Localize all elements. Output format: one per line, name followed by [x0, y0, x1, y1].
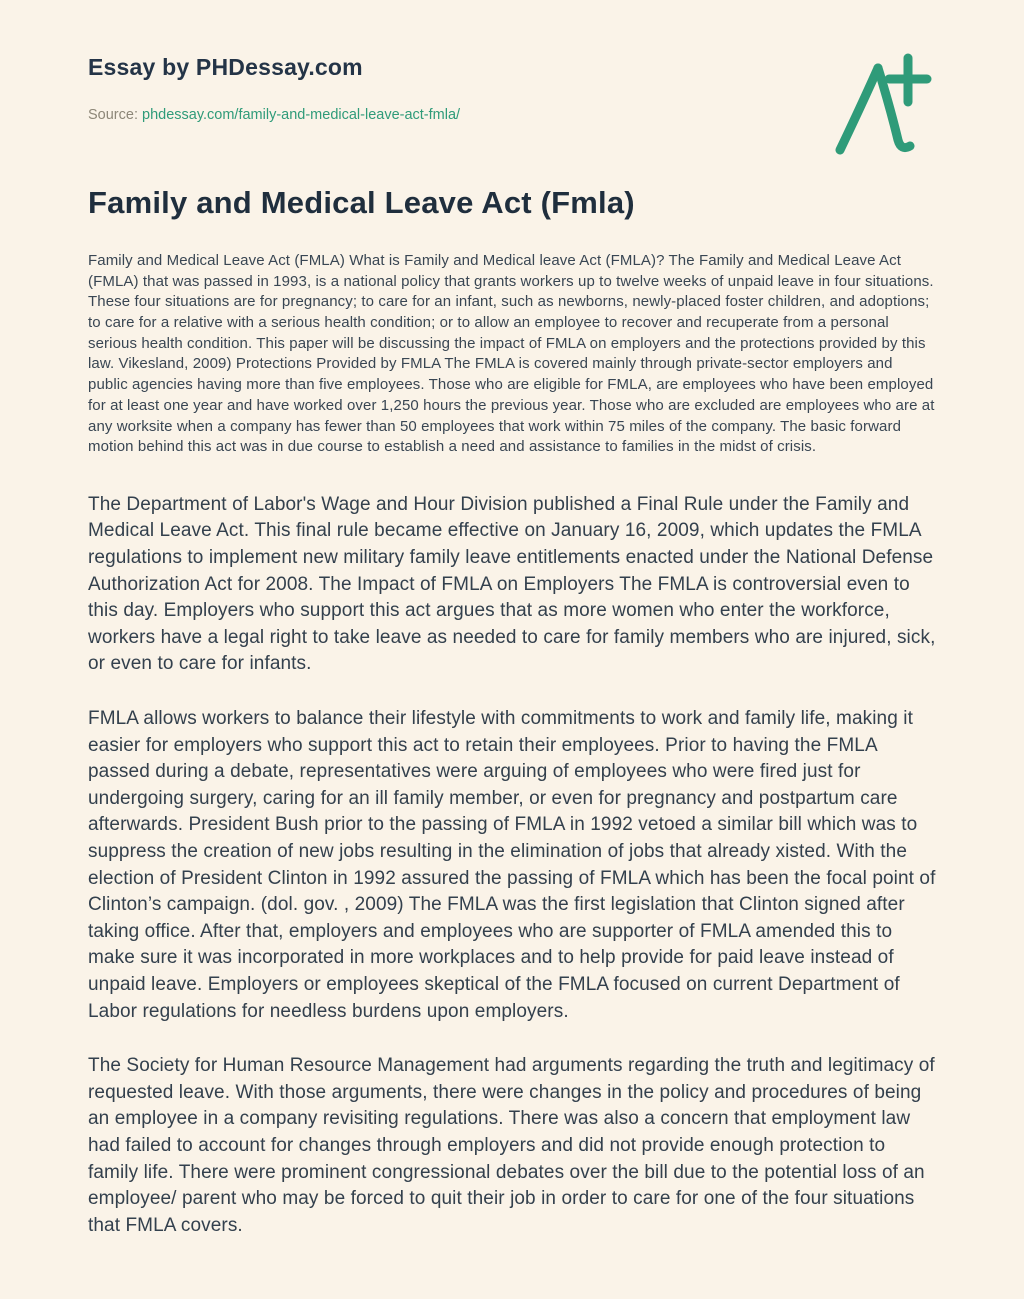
lead-paragraph: Family and Medical Leave Act (FMLA) What is Family and Medical leave Act (FMLA)? The Family and Medical Leave Act (FMLA) that was passed in 1993, is a national policy that grants workers up to twelve weeks of unpaid leave in four situations. These four situations are for pregnancy; to care for an infant, such as newborns, newly-placed foster children, and adoptions; to care for a relative with a serious health condition; or to allow an employee to recover and recuperate from a personal serious health condition. This paper will be discussing the impact of FMLA on employers and the protections provided by this law. Vikesland, 2009) Protections Provided by FMLA The FMLA is covered mainly through private-sector employers and public agencies having more than five employees. Those who are eligible for FMLA, are employees who have been employed for at least one year and have worked over 1,250 hours the previous year. Those who are excluded are employees who are at any worksite when a company has fewer than 50 employees that work within 75 miles of the company. The basic forward motion behind this act was in due course to establish a need and assistance to families in the midst of crisis.: [88, 252, 935, 456]
source-line: [88, 107, 936, 123]
body-paragraph-1: The Department of Labor's Wage and Hour Division published a Final Rule under the Family and Medical Leave Act. This final rule became effective on January 16, 2009, which updates the FMLA regulations to implement new military family leave entitlements enacted under the National Defense Authorization Act for 2008. The Impact of FMLA on Employers The FMLA is controversial even to this day. Employers who support this act argues that as more women who enter the workforce, workers have a legal right to take leave as needed to care for family members who are injured, sick, or even to care for infants.: [88, 493, 936, 675]
body-paragraph-2: FMLA allows workers to balance their lifestyle with commitments to work and family life, making it easier for employers who support this act to retain their employees. Prior to having the FMLA passed during a debate, representatives were arguing of employees who were fired just for undergoing surgery, caring for an ill family member, or even for pregnancy and postpartum care afterwards. President Bush prior to the passing of FMLA in 1992 vetoed a similar bill which was to suppress the creation of new jobs resulting in the elimination of jobs that already xisted. With the election of President Clinton in 1992 assured the passing of FMLA which has been the focal point of Clinton’s campaign. (dol. gov. , 2009) The FMLA was the first legislation that Clinton signed after taking office. After that, employers and employees who are supporter of FMLA amended this to make sure it was incorporated in more workplaces and to help provide for paid leave instead of unpaid leave. Employers or employees skeptical of the FMLA focused on current Department of Labor regulations for needless burdens upon employers.: [88, 708, 936, 1022]
source-link[interactable]: phdessay.com/family-and-medical-leave-act-fmla/: [142, 107, 461, 123]
site-title: Essay by PHDessay.com: [88, 54, 363, 80]
body-paragraph-3: The Society for Human Resource Management had arguments regarding the truth and legitimacy of requested leave. With those arguments, there were changes in the policy and procedures of being an employee in a company revisiting regulations. There was also a concern that employment law had failed to account for changes through employers and did not provide enough protection to family life. There were prominent congressional debates over the bill due to the potential loss of an employee/ parent who may be forced to quit their job in order to care for one of the four situations that FMLA covers.: [88, 1055, 935, 1236]
source-label: Source:: [88, 107, 138, 123]
document-title: Family and Medical Leave Act (Fmla): [88, 185, 635, 220]
a-plus-logo-icon: [828, 52, 932, 164]
